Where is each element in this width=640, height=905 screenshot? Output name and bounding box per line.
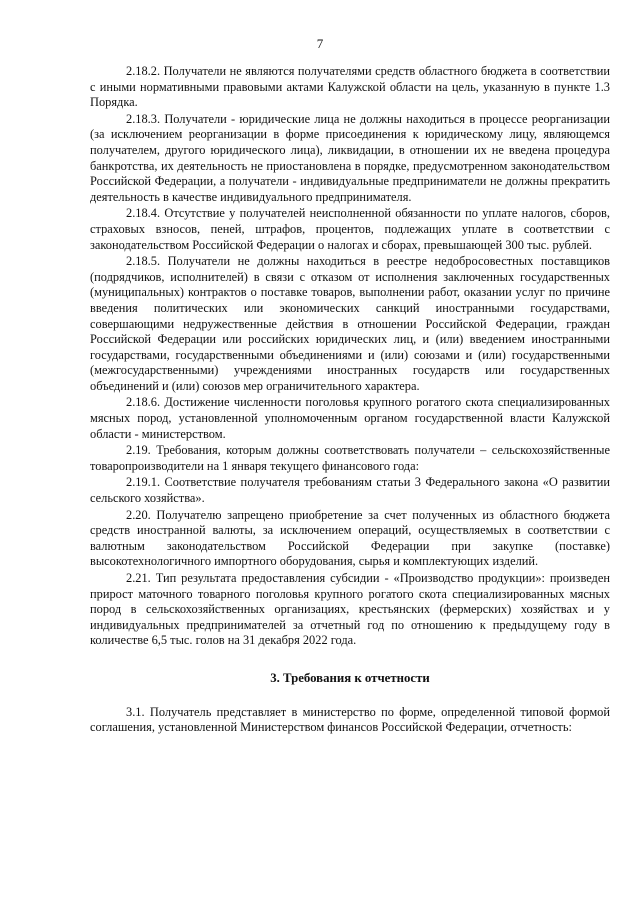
paragraph-2-20: 2.20. Получателю запрещено приобретение за счет полученных из областного бюджета средств иностранной валюты, за исключением операций, осуществляемых в соответствии с валютным законодательством Российской Федерации при закупке (поставке) высокотехнологичного импортного оборудования, сырья и комплектующих изделий. xyxy=(90,507,610,569)
document-body xyxy=(90,64,610,736)
paragraph-2-18-4: 2.18.4. Отсутствие у получателей неисполненной обязанности по уплате налогов, сборов, страховых взносов, пеней, штрафов, процентов, подлежащих уплате в соответствии с законодательством Российской Федерации о налогах и сборах, превышающей 300 тыс. рублей. xyxy=(90,206,610,252)
paragraph-2-18-6: 2.18.6. Достижение численности поголовья крупного рогатого скота специализированных мясных пород, установленной уполномоченным органом государственной власти Калужской области - министерством. xyxy=(90,395,610,441)
paragraph-2-18-5: 2.18.5. Получатели не должны находиться в реестре недобросовестных поставщиков (подрядчиков, исполнителей) в связи с отказом от исполнения заключенных государственных (муниципальных) контрактов о поставке товаров, выполнении работ, оказании услуг по причине введения политических или экономических санкций иностранными государствами, совершающими недружественные действия в отношении Российской Федерации, граждан Российской Федерации или российских юридических лиц, и (или) введением иностранными государствами, государственными объединениями и (или) союзами и (или) государственными (межгосударственными) учреждениями иностранных государств или государственных объединений и (или) союзов мер ограничительного характера. xyxy=(90,254,610,393)
paragraph-3-1: 3.1. Получатель представляет в министерство по форме, определенной типовой формой соглашения, установленной Министерством финансов Российской Федерации, отчетность: xyxy=(90,704,610,735)
section-heading: 3. Требования к отчетности xyxy=(270,670,430,685)
paragraph-2-19-1: 2.19.1. Соответствие получателя требованиям статьи 3 Федерального закона «О развитии сельского хозяйства». xyxy=(90,475,610,506)
paragraph-2-18-2: 2.18.2. Получатели не являются получателями средств областного бюджета в соответствии с иными нормативными правовыми актами Калужской области на цель, указанную в пункте 1.3 Порядка. xyxy=(90,64,610,110)
paragraph-2-19: 2.19. Требования, которым должны соответствовать получатели – сельскохозяйственные товаропроизводители на 1 января текущего финансового года: xyxy=(90,443,610,473)
paragraph-2-21: 2.21. Тип результата предоставления субсидии - «Производство продукции»: произведен прирост маточного товарного поголовья крупного рогатого скота специализированных мясных пород в сельскохозяйственных организациях, крестьянских (фермерских) хозяйствах и у индивидуальных предпринимателей за отчетный год по отношению к предыдущему году в количестве 6,5 тыс. голов на 31 декабря 2022 года. xyxy=(90,571,610,648)
page-number: 7 xyxy=(316,36,324,51)
paragraph-2-18-3: 2.18.3. Получатели - юридические лица не должны находиться в процессе реорганизации (за исключением реорганизации в форме присоединения к юридическому лицу, являющемся получателем, другого юридического лица), ликвидации, в отношении их не введена процедура банкротства, их деятельность не приостановлена в порядке, предусмотренном законодательством Российской Федерации, а получатели - индивидуальные предприниматели не должны прекратить деятельность в качестве индивидуального предпринимателя. xyxy=(90,111,610,204)
